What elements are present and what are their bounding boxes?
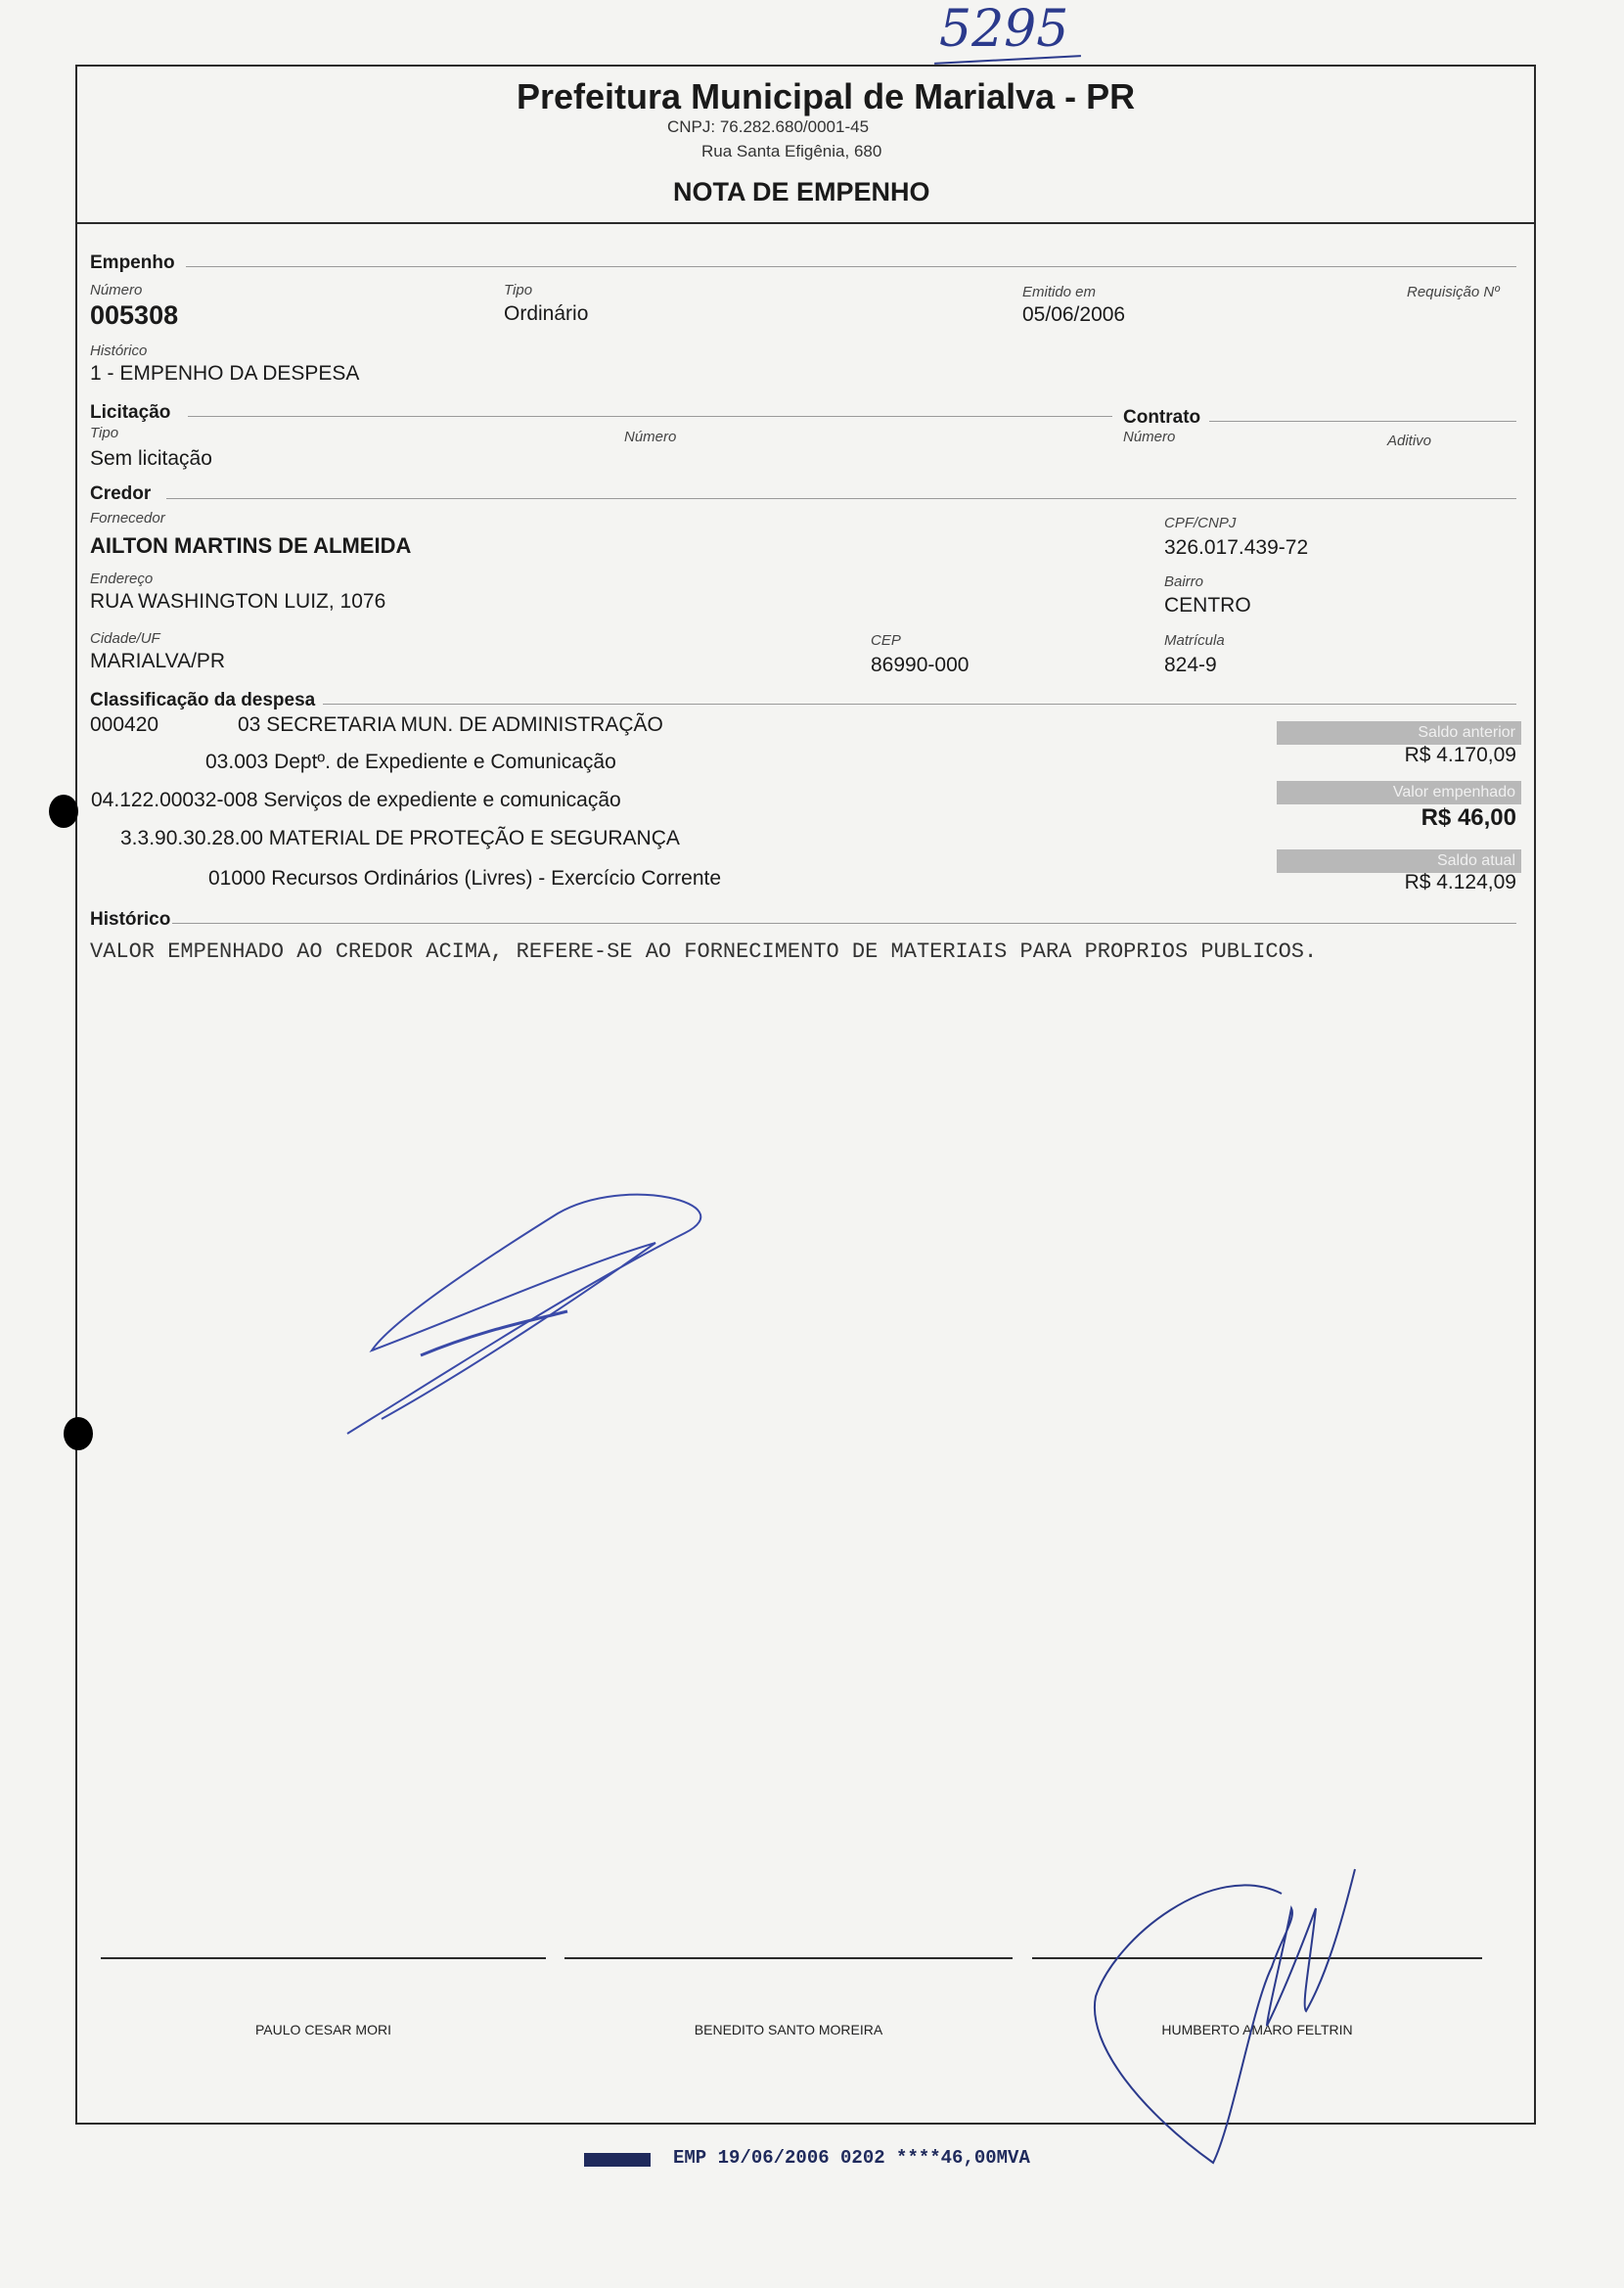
label-licitacao-tipo: Tipo [90, 425, 119, 441]
label-numero: Número [90, 282, 143, 298]
fornecedor-name: AILTON MARTINS DE ALMEIDA [90, 533, 412, 558]
central-signature [333, 1174, 724, 1448]
endereco-value: RUA WASHINGTON LUIZ, 1076 [90, 590, 386, 613]
rule-credor [166, 498, 1516, 499]
label-emitido: Emitido em [1022, 284, 1097, 300]
stamp-logo [584, 2153, 651, 2167]
label-cep: CEP [871, 632, 901, 649]
saldo-atual-label: Saldo atual [1277, 849, 1521, 873]
cidade-value: MARIALVA/PR [90, 650, 226, 672]
rule-licitacao [188, 416, 1112, 417]
label-cpf: CPF/CNPJ [1164, 515, 1237, 531]
rule-classificacao [323, 704, 1516, 705]
valor-empenhado-label: Valor empenhado [1277, 781, 1521, 804]
label-tipo: Tipo [504, 282, 533, 298]
licitacao-tipo: Sem licitação [90, 447, 212, 470]
rule-empenho [186, 266, 1516, 267]
classificacao-line3: 04.122.00032-008 Serviços de expediente e comunicação [91, 789, 621, 811]
signature-line-1 [101, 1957, 546, 1959]
empenho-date: 05/06/2006 [1022, 303, 1126, 326]
bairro-value: CENTRO [1164, 594, 1251, 617]
empenho-historico: 1 - EMPENHO DA DESPESA [90, 362, 360, 385]
cpf-value: 326.017.439-72 [1164, 536, 1309, 559]
document-type: NOTA DE EMPENHO [673, 177, 930, 206]
label-aditivo: Aditivo [1387, 433, 1432, 449]
valor-empenhado-value: R$ 46,00 [1421, 804, 1516, 831]
signature-line-2 [564, 1957, 1013, 1959]
saldo-atual-value: R$ 4.124,09 [1404, 871, 1516, 893]
label-matricula: Matrícula [1164, 632, 1225, 649]
label-licitacao-numero: Número [624, 429, 677, 445]
classificacao-line4: 3.3.90.30.28.00 MATERIAL DE PROTEÇÃO E SEGURANÇA [120, 827, 680, 849]
binder-hole-bottom [64, 1417, 93, 1450]
section-licitacao: Licitação [90, 402, 171, 423]
rule-historico [172, 923, 1516, 924]
label-endereco: Endereço [90, 571, 154, 587]
section-contrato: Contrato [1123, 407, 1201, 428]
empenho-tipo: Ordinário [504, 302, 589, 325]
cep-value: 86990-000 [871, 654, 970, 676]
address-text: Rua Santa Efigênia, 680 [701, 142, 882, 160]
label-fornecedor: Fornecedor [90, 510, 165, 526]
classificacao-code: 000420 [90, 713, 159, 736]
cnpj-text: CNPJ: 76.282.680/0001-45 [667, 117, 870, 136]
handwritten-annotation: 5295 [939, 0, 1069, 59]
label-cidade: Cidade/UF [90, 630, 160, 647]
section-classificacao: Classificação da despesa [90, 690, 316, 710]
signature-humberto [1086, 1850, 1399, 2182]
label-requisicao: Requisição Nº [1407, 284, 1500, 300]
classificacao-line1: 03 SECRETARIA MUN. DE ADMINISTRAÇÃO [238, 713, 663, 736]
classificacao-line2: 03.003 Deptº. de Expediente e Comunicação [205, 751, 616, 773]
municipality-title: Prefeitura Municipal de Marialva - PR [517, 76, 1136, 116]
label-contrato-numero: Número [1123, 429, 1176, 445]
matricula-value: 824-9 [1164, 654, 1217, 676]
signature-name-1: PAULO CESAR MORI [255, 2022, 391, 2037]
section-credor: Credor [90, 483, 152, 504]
classificacao-line5: 01000 Recursos Ordinários (Livres) - Exercício Corrente [208, 867, 722, 890]
binder-hole-top [49, 795, 78, 828]
header-divider [75, 222, 1534, 224]
saldo-anterior-label: Saldo anterior [1277, 721, 1521, 745]
signature-name-2: BENEDITO SANTO MOREIRA [694, 2022, 883, 2037]
section-empenho: Empenho [90, 252, 175, 273]
signature-name-3: HUMBERTO AMARO FELTRIN [1161, 2022, 1353, 2037]
rule-contrato [1209, 421, 1516, 422]
label-bairro: Bairro [1164, 573, 1204, 590]
section-historico: Histórico [90, 909, 171, 930]
historico-text: VALOR EMPENHADO AO CREDOR ACIMA, REFERE-SE AO FORNECIMENTO DE MATERIAIS PARA PROPRIOS PUBLICOS. [90, 939, 1318, 964]
saldo-anterior-value: R$ 4.170,09 [1404, 744, 1516, 766]
empenho-number: 005308 [90, 300, 179, 330]
label-historico-empenho: Histórico [90, 343, 148, 359]
bottom-stamp: EMP 19/06/2006 0202 ****46,00MVA [673, 2147, 1030, 2169]
